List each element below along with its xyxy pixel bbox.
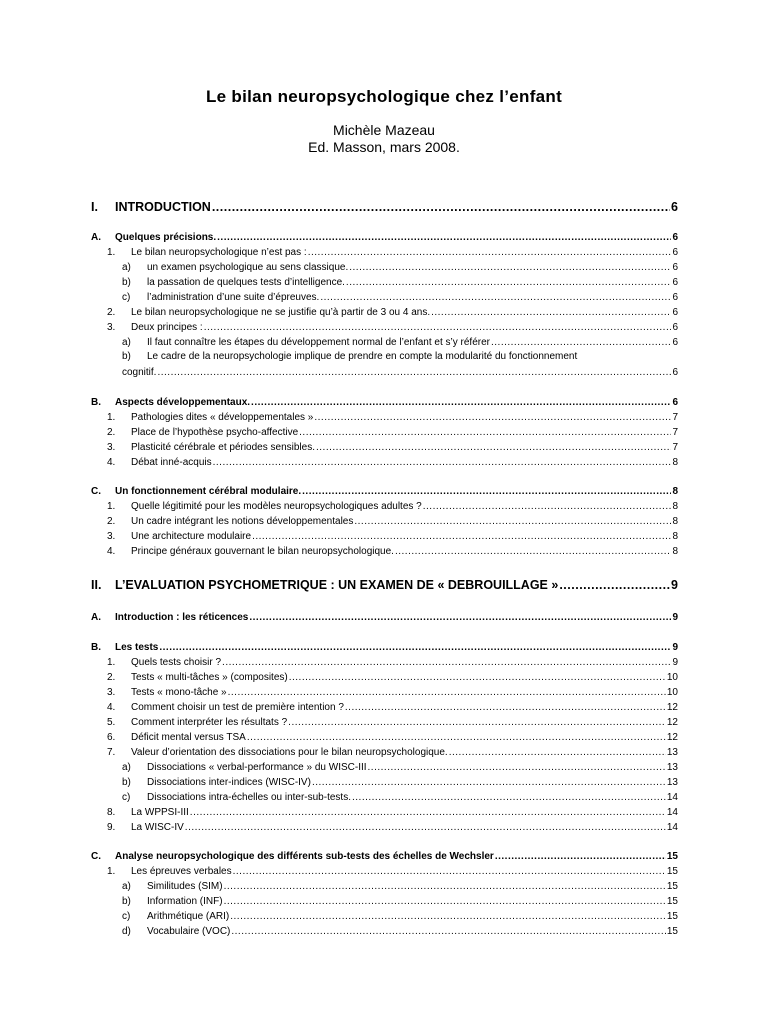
toc-entry[interactable]: 1. Quels tests choisir ? ..... 9 (107, 656, 678, 669)
toc-entry[interactable]: a) Similitudes (SIM) ..... 15 (122, 880, 678, 893)
toc-entry[interactable]: 1. Quelle légitimité pour les modèles neuropsychologiques adultes ? ..... 8 (107, 500, 678, 513)
toc-entry[interactable]: 4. Comment choisir un test de première intention ? ..... 12 (107, 701, 678, 714)
document-title: Le bilan neuropsychologique chez l’enfant (205, 87, 563, 106)
toc-entry[interactable]: d) Vocabulaire (VOC) ..... 15 (122, 925, 678, 938)
toc-entry[interactable]: B. Les tests ..... 9 (91, 641, 678, 654)
document-edition: Ed. Masson, mars 2008. (308, 139, 460, 155)
toc-entry[interactable]: 1. Les épreuves verbales ..... 15 (107, 865, 678, 878)
toc-entry[interactable]: 5. Comment interpréter les résultats ? ..... 12 (107, 716, 678, 729)
toc-entry[interactable]: b) Dissociations inter-indices (WISC-IV) ..... 13 (122, 776, 678, 789)
toc-entry[interactable]: 2. Un cadre intégrant les notions développementales ..... 8 (107, 515, 678, 528)
toc-entry[interactable]: A. Quelques précisions. ..... 6 (91, 231, 678, 244)
toc-entry[interactable]: C. Un fonctionnement cérébral modulaire. ..... 8 (91, 485, 678, 498)
toc-entry[interactable]: 4. Débat inné-acquis ..... 8 (107, 456, 678, 469)
toc-entry-continuation[interactable]: cognitif. ..... 6 (122, 366, 678, 379)
toc-entry[interactable]: 1. Le bilan neuropsychologique n’est pas : ..... 6 (107, 246, 678, 259)
toc-entry[interactable]: 4. Principe généraux gouvernant le bilan neuropsychologique. ..... 8 (107, 545, 678, 558)
toc-entry[interactable]: b) la passation de quelques tests d’intelligence. ..... 6 (122, 276, 678, 289)
toc-entry[interactable]: a) Il faut connaître les étapes du développement normal de l’enfant et s’y référer ..... 6 (122, 336, 678, 349)
toc-entry[interactable]: A. Introduction : les réticences ..... 9 (91, 611, 678, 624)
toc-entry[interactable]: 3. Deux principes : ..... 6 (107, 321, 678, 334)
toc-entry[interactable]: 2. Tests « multi-tâches » (composites) ..... 10 (107, 671, 678, 684)
toc-entry[interactable]: 2. Le bilan neuropsychologique ne se justifie qu’à partir de 3 ou 4 ans. ..... 6 (107, 306, 678, 319)
toc-entry[interactable]: c) Arithmétique (ARI) ..... 15 (122, 910, 678, 923)
toc-entry[interactable]: 7. Valeur d’orientation des dissociations pour le bilan neuropsychologique. ..... 13 (107, 746, 678, 759)
toc-entry[interactable]: 3. Une architecture modulaire ..... 8 (107, 530, 678, 543)
toc-entry[interactable]: c) Dissociations intra-échelles ou inter-sub-tests. ..... 14 (122, 791, 678, 804)
toc-entry[interactable]: 3. Tests « mono-tâche » ..... 10 (107, 686, 678, 699)
toc-entry[interactable]: 8. La WPPSI-III ..... 14 (107, 806, 678, 819)
toc-entry[interactable]: B. Aspects développementaux. ..... 6 (91, 396, 678, 409)
toc-entry[interactable]: 6. Déficit mental versus TSA ..... 12 (107, 731, 678, 744)
toc-entry[interactable]: a) un examen psychologique au sens classique. ..... 6 (122, 261, 678, 274)
toc-entry[interactable]: 3. Plasticité cérébrale et périodes sensibles. ..... 7 (107, 441, 678, 454)
toc-entry[interactable]: c) l’administration d’une suite d’épreuves. ..... 6 (122, 291, 678, 304)
toc-entry[interactable]: 1. Pathologies dites « développementales » ..... 7 (107, 411, 678, 424)
toc-entry[interactable]: C. Analyse neuropsychologique des différents sub-tests des échelles de Wechsler ..... 15 (91, 850, 678, 863)
toc-entry-wrapped[interactable]: b) Le cadre de la neuropsychologie implique de prendre en compte la modularité du fonctionnement (122, 351, 578, 362)
toc-entry[interactable]: 2. Place de l’hypothèse psycho-affective ..... 7 (107, 426, 678, 439)
toc-entry[interactable]: 9. La WISC-IV ..... 14 (107, 821, 678, 834)
toc-entry[interactable]: I. INTRODUCTION ..... 6 (91, 200, 678, 215)
toc-entry[interactable]: a) Dissociations « verbal-performance » du WISC-III ..... 13 (122, 761, 678, 774)
toc-entry[interactable]: b) Information (INF) ..... 15 (122, 895, 678, 908)
document-author: Michèle Mazeau (333, 122, 435, 138)
toc-entry[interactable]: II. L’EVALUATION PSYCHOMETRIQUE : UN EXAMEN DE « DEBROUILLAGE » ..... 9 (91, 578, 678, 593)
